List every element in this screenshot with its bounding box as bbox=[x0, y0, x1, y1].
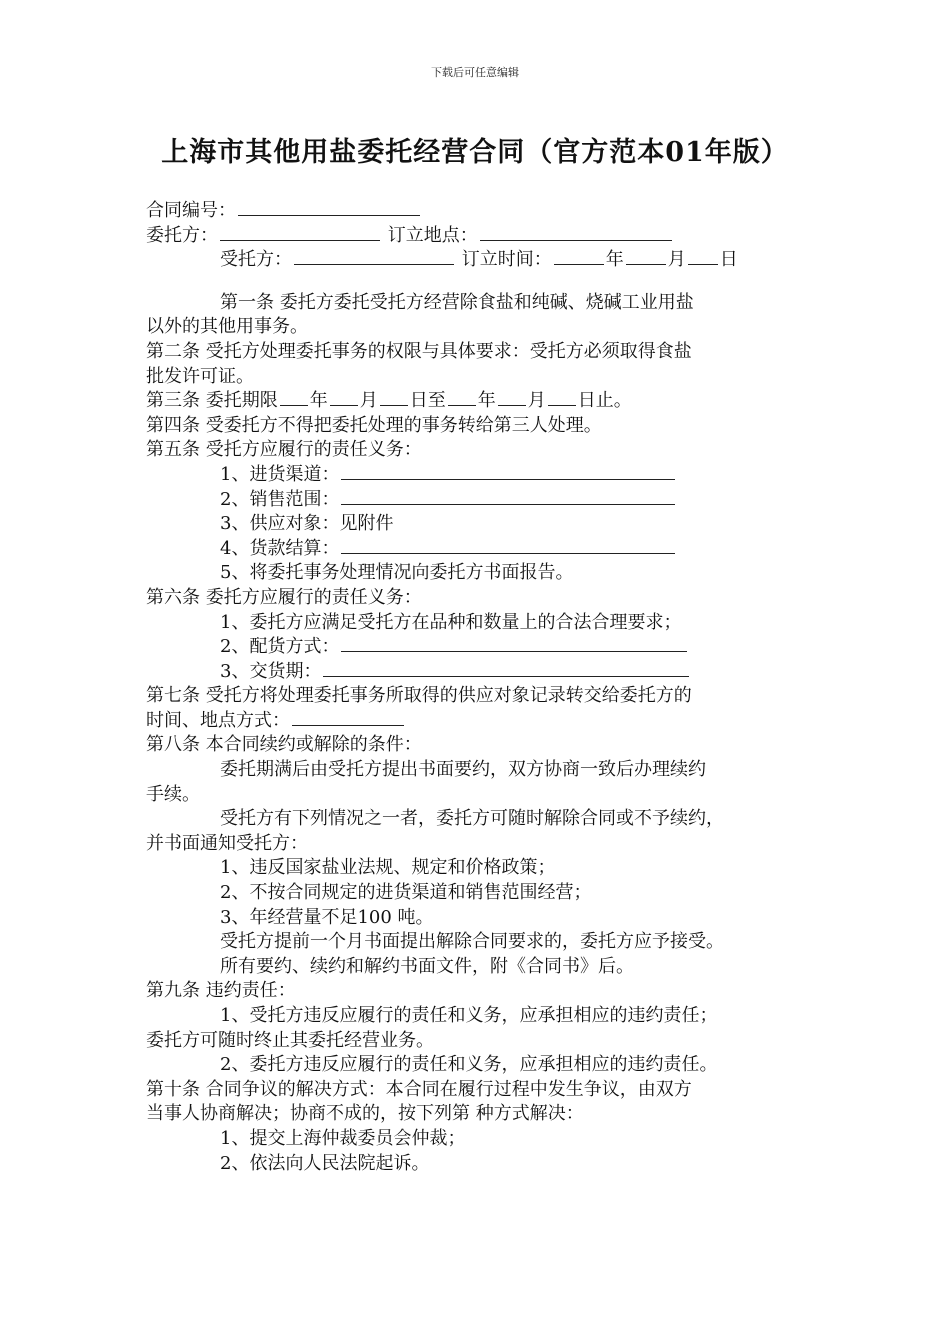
agent-blank bbox=[294, 248, 454, 265]
article-9: 第九条 违约责任： bbox=[146, 980, 296, 1002]
article-8-para-1: 委托期满后由受托方提出书面要约，双方协商一致后办理续约 bbox=[220, 759, 706, 781]
article-10-cont: 当事人协商解决；协商不成的，按下列第 种方式解决： bbox=[146, 1103, 584, 1125]
article-6: 第六条 委托方应履行的责任义务： bbox=[146, 586, 422, 608]
article-2-cont: 批发许可证。 bbox=[146, 365, 254, 387]
page-header: 下载后可任意编辑 bbox=[431, 66, 519, 79]
year-blank bbox=[554, 248, 604, 265]
article-8-item-1: 1、违反国家盐业法规、规定和价格政策； bbox=[220, 857, 556, 879]
article-8-para-4: 所有要约、续约和解约书面文件，附《合同书》后。 bbox=[220, 955, 634, 977]
contract-body bbox=[146, 199, 818, 1176]
article-3: 第三条 委托期限 年 月 日至 年 月 日止。 bbox=[146, 390, 632, 412]
agent-line: 受托方： 订立时间： 年 月 日 bbox=[220, 249, 738, 271]
article-10-item-1: 1、提交上海仲裁委员会仲裁； bbox=[220, 1127, 466, 1149]
article-9-item-1-cont: 委托方可随时终止其委托经营业务。 bbox=[146, 1029, 434, 1051]
article-8-para-1-cont: 手续。 bbox=[146, 783, 200, 805]
article-5-item-2: 2、销售范围： bbox=[146, 488, 818, 513]
article-9-item-2: 2、委托方违反应履行的责任和义务，应承担相应的违约责任。 bbox=[220, 1054, 718, 1076]
principal-line: 委托方： 订立地点： bbox=[146, 224, 818, 249]
article-8-item-2: 2、不按合同规定的进货渠道和销售范围经营； bbox=[220, 882, 592, 904]
article-1-cont: 以外的其他用事务。 bbox=[146, 316, 308, 338]
article-8-item-3: 3、年经营量不足100 吨。 bbox=[220, 906, 434, 928]
article-4: 第四条 受委托方不得把委托处理的事务转给第三人处理。 bbox=[146, 414, 602, 436]
document-title: 上海市其他用盐委托经营合同（官方范本01年版） bbox=[161, 137, 789, 168]
principal-blank bbox=[220, 224, 380, 241]
contract-number-line: 合同编号： bbox=[146, 199, 818, 224]
article-6-item-3: 3、交货期： bbox=[146, 660, 818, 685]
article-8-para-3: 受托方提前一个月书面提出解除合同要求的，委托方应予接受。 bbox=[220, 931, 724, 953]
article-5-item-3: 3、供应对象：见附件 bbox=[220, 513, 394, 535]
article-9-item-1: 1、受托方违反应履行的责任和义务，应承担相应的违约责任； bbox=[220, 1005, 718, 1026]
article-5: 第五条 受托方应履行的责任义务： bbox=[146, 439, 422, 461]
month-blank bbox=[626, 248, 666, 265]
article-5-item-5: 5、将委托事务处理情况向委托方书面报告。 bbox=[220, 562, 574, 584]
contract-number-blank bbox=[238, 199, 420, 216]
article-10: 第十条 合同争议的解决方式：本合同在履行过程中发生争议，由双方 bbox=[146, 1078, 692, 1100]
article-1: 第一条 委托方委托受托方经营除食盐和纯碱、烧碱工业用盐 bbox=[220, 291, 694, 313]
article-6-item-1: 1、委托方应满足受托方在品种和数量上的合法合理要求； bbox=[220, 611, 682, 633]
article-5-item-1: 1、进货渠道： bbox=[146, 463, 818, 488]
article-7: 第七条 受托方将处理委托事务所取得的供应对象记录转交给委托方的 bbox=[146, 685, 692, 707]
article-6-item-2: 2、配货方式： bbox=[146, 635, 818, 660]
article-5-item-4: 4、货款结算： bbox=[146, 537, 818, 562]
article-8-para-2-cont: 并书面通知受托方： bbox=[146, 832, 308, 854]
article-8: 第八条 本合同续约或解除的条件： bbox=[146, 734, 422, 756]
sign-place-blank bbox=[480, 224, 672, 241]
day-blank bbox=[688, 248, 718, 265]
article-2: 第二条 受托方处理委托事务的权限与具体要求：受托方必须取得食盐 bbox=[146, 340, 692, 362]
article-7-cont: 时间、地点方式： bbox=[146, 709, 818, 734]
article-8-para-2: 受托方有下列情况之一者，委托方可随时解除合同或不予续约， bbox=[220, 808, 724, 830]
article-10-item-2: 2、依法向人民法院起诉。 bbox=[220, 1152, 430, 1174]
